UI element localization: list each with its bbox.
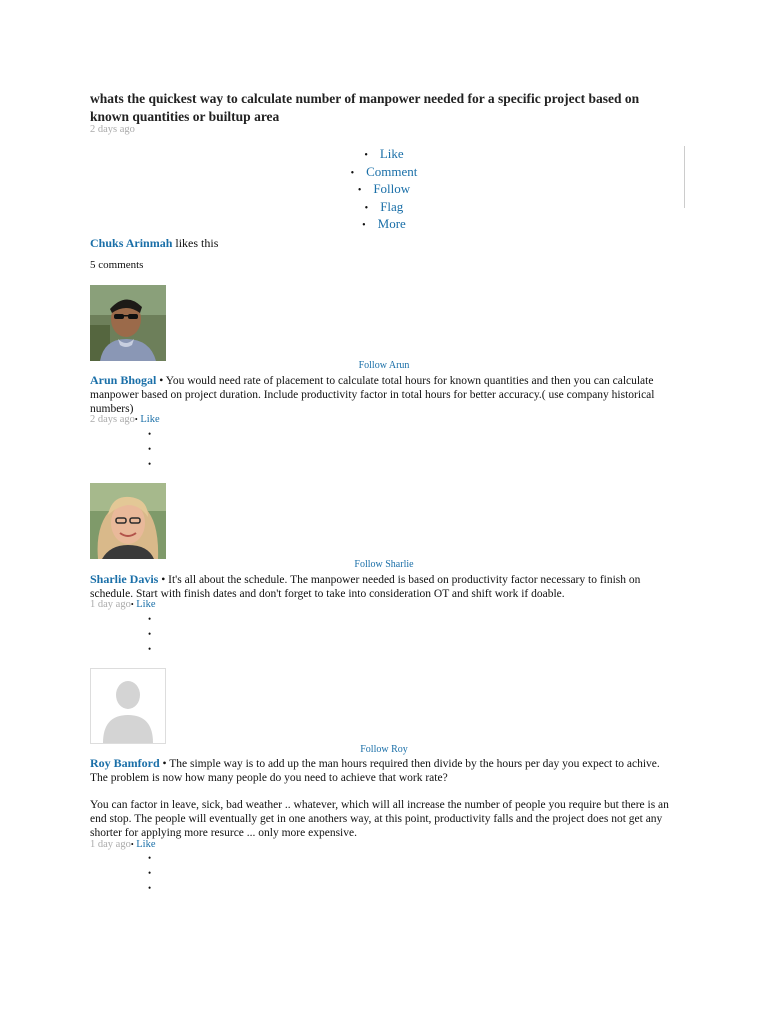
- bullet-icon: •: [130, 600, 134, 609]
- question-actions-list: [0, 146, 768, 234]
- separator: •: [159, 758, 170, 770]
- bullet-icon: •: [148, 614, 152, 624]
- comment-like-link[interactable]: Like: [136, 839, 156, 850]
- avatar[interactable]: [90, 285, 166, 361]
- comment-text: [90, 756, 680, 785]
- bullet-icon: •: [364, 150, 368, 161]
- comment-bullets: [148, 612, 151, 657]
- separator: •: [158, 574, 169, 586]
- bullet-icon: •: [148, 459, 152, 469]
- comment-author-link[interactable]: Arun Bhogal: [90, 373, 157, 387]
- bullet-icon: •: [364, 202, 369, 214]
- divider: [684, 146, 685, 208]
- comment-bullets: [148, 427, 151, 472]
- action-flag-label[interactable]: Flag: [380, 198, 404, 214]
- comment-like-link[interactable]: Like: [136, 599, 156, 610]
- comment-text: [90, 373, 680, 416]
- action-like[interactable]: [0, 146, 768, 164]
- bullet-icon: •: [350, 167, 355, 179]
- follow-roy-link[interactable]: Follow Roy: [360, 744, 408, 755]
- likes-summary: [90, 236, 218, 251]
- comment-message: The simple way is to add up the man hours required then divide by the hours per day you expect to achive. The problem is now how many people do you need to achieve that work rate?: [90, 758, 660, 784]
- bullet-icon: •: [357, 185, 362, 196]
- action-follow[interactable]: [0, 181, 768, 199]
- comment-message: You would need rate of placement to calculate total hours for known quantities and then you can calculate manpower based on project duration. Include productivity factor in total hours for better accuracy.( use company historical numbers): [90, 375, 655, 415]
- follow-arun-link[interactable]: Follow Arun: [358, 360, 410, 371]
- question-timestamp: 2 days ago: [90, 124, 135, 135]
- bullet-icon: •: [148, 853, 152, 863]
- comment-message: It's all about the schedule. The manpower needed is based on productivity factor necessary to finish on schedule. Start with finish dates and don't forget to take into consideration OT and shift work if doable.: [90, 574, 641, 600]
- bullet-icon: •: [134, 415, 138, 424]
- follow-sharlie-link[interactable]: Follow Sharlie: [354, 559, 414, 570]
- comment-text: [90, 572, 680, 601]
- comment-timestamp: 2 days ago: [90, 414, 135, 425]
- comment-message-continued: You can factor in leave, sick, bad weather .. whatever, which will all increase the number of people you require but there is an end stop. The people will eventually get in one anothers way, at this point, productivity falls and the project does not get any shorter for applying more resurce ... only more expensive.: [90, 799, 669, 839]
- comment-author-link[interactable]: Sharlie Davis: [90, 572, 159, 586]
- action-follow-label[interactable]: Follow: [373, 181, 411, 196]
- action-more[interactable]: [0, 216, 768, 234]
- comment-timestamp: 1 day ago: [90, 599, 131, 610]
- bullet-icon: •: [148, 429, 152, 439]
- action-comment[interactable]: [0, 164, 768, 182]
- avatar-sharlie-image: [90, 483, 166, 559]
- comment-meta: [90, 599, 156, 610]
- comment-bullets: [148, 851, 151, 896]
- action-comment-label[interactable]: Comment: [366, 163, 418, 179]
- bullet-icon: •: [130, 840, 134, 849]
- bullet-icon: •: [148, 883, 152, 893]
- comment-like-link[interactable]: Like: [140, 414, 160, 425]
- likes-suffix: likes this: [172, 236, 219, 250]
- comment-meta: [90, 414, 160, 425]
- comment-author-link[interactable]: Roy Bamford: [90, 756, 160, 770]
- separator: •: [156, 375, 166, 387]
- question-title: whats the quickest way to calculate number of manpower needed for a specific project based on known quantities or builtup area: [90, 91, 640, 124]
- avatar[interactable]: [90, 668, 166, 744]
- comment-meta: [90, 839, 156, 850]
- action-more-label[interactable]: More: [377, 216, 406, 231]
- liker-name-link[interactable]: Chuks Arinmah: [90, 236, 173, 250]
- bullet-icon: •: [362, 220, 366, 231]
- action-flag[interactable]: [0, 199, 768, 217]
- avatar-arun-image: [90, 285, 166, 361]
- default-user-icon: [91, 669, 165, 743]
- bullet-icon: •: [148, 444, 152, 454]
- bullet-icon: •: [148, 868, 152, 878]
- avatar[interactable]: [90, 483, 166, 559]
- comment-timestamp: 1 day ago: [90, 839, 131, 850]
- bullet-icon: •: [148, 629, 152, 639]
- bullet-icon: •: [148, 644, 152, 654]
- action-like-label[interactable]: Like: [379, 146, 404, 161]
- comments-count: 5 comments: [90, 259, 144, 271]
